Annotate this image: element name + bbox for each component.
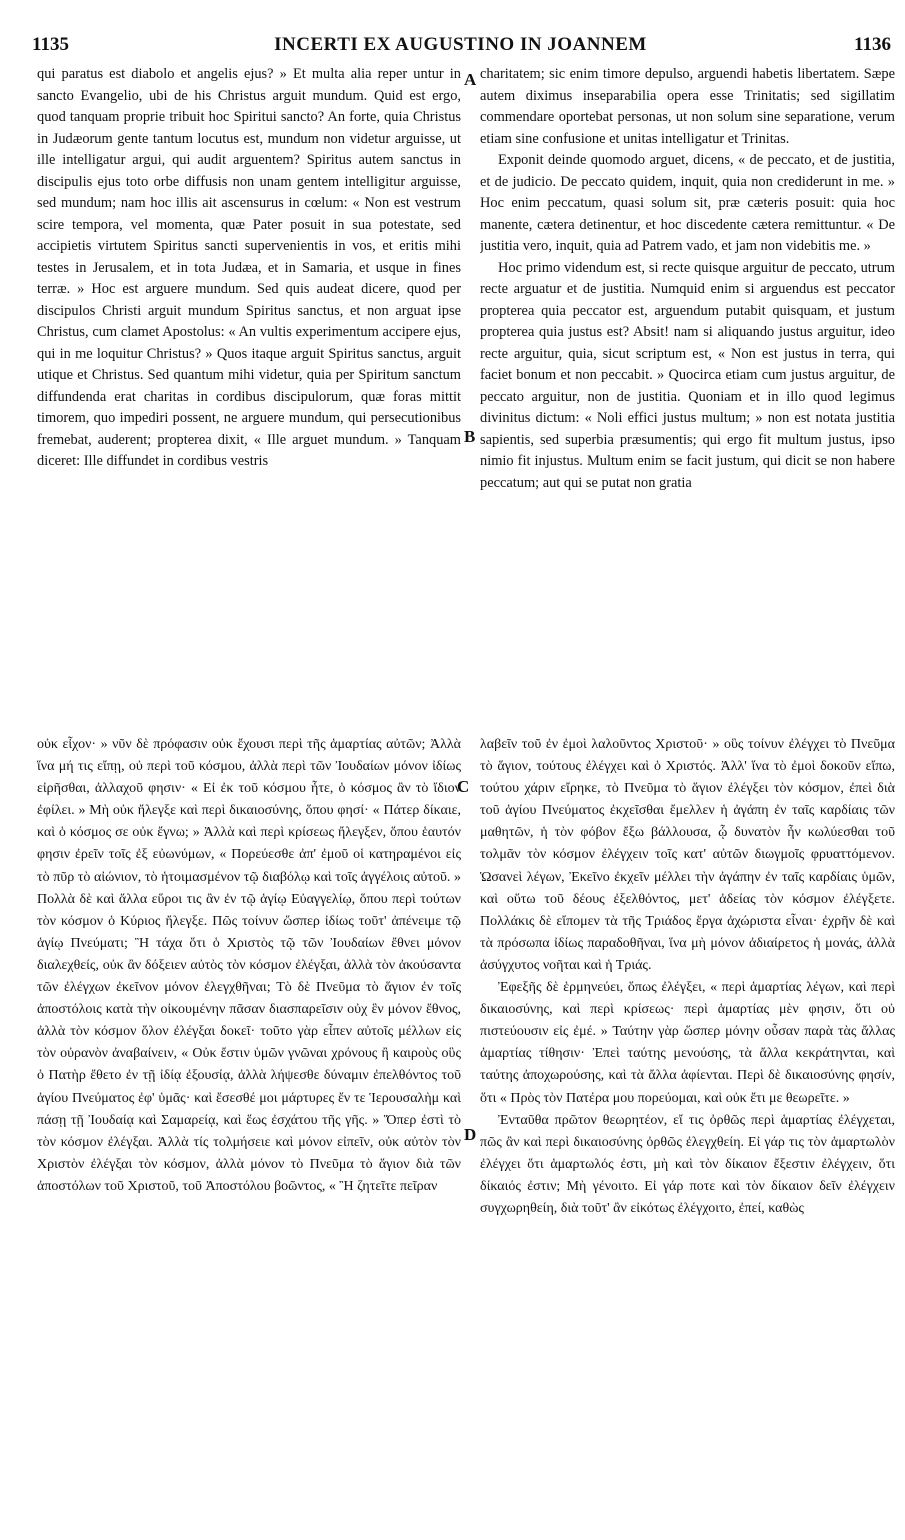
greek-left-column [37,734,461,1534]
left-page-number: 1135 [32,34,69,55]
latin-paragraph: Hoc primo videndum est, si recte quisque arguitur de peccato, utrum recte arguatur et de justitia. Numquid enim si arguendus est peccator propterea quia peccator est, arguendum putabit quisquam, et justum propterea quia justus est? Absit! nam si aliquando justus arguitur, ideo recte arguitur, quia, sicut scriptum est, « Non est justus in terra, qui faciet bonum et non peccabit. » Quocirca etiam cum justus arguitur, de peccato arguitur, non de justitia. Quoniam et in illo quod legimus divinitus dictum: « Noli effici justus multum; » non est notata justitia sapientis, sed superbia præsumentis; qui ergo fit multum justus, ipso nimio fit injustus. Multum enim se facit justum, qui dicit se non habere peccatum; aut qui se putat non gratia [480,259,895,491]
greek-paragraph: Ἐνταῦθα πρῶτον θεωρητέον, εἴ τις ὀρθῶς περὶ ἁμαρτίας ἐλέγχεται, πῶς ἂν καὶ περὶ δικαιοσύνης ὀρθῶς ἐλεγχθείη. Εἰ γάρ τις τὸν ἁμαρτωλὸν ἐλέγχει ὅτι ἁμαρτωλός ἐστι, μὴ καὶ τὸν δίκαιον ἔξεστιν ἐλέγχειν, ὅτι δίκαιός ἐστιν; Μὴ γένοιτο. Εἰ γάρ ποτε καὶ τὸν δίκαιον δεῖν ἐλέγχειν συγχωρηθείη, διὰ τοῦτ' ἂν εἰκότως ἐλέγχοιτο, ἐπεί, καθὼς [480,1112,895,1216]
margin-marker-c: C [457,777,470,796]
margin-marker-a: A [464,70,477,89]
margin-marker-b: B [464,427,476,446]
latin-paragraph: qui paratus est diabolo et angelis ejus? » Et multa alia reper untur in sancto Evangelio, ubi de his Christus arguit mundum. Quid est ergo, quod tanquam proprie tribuit hoc Spiritui sancto? An forte, quia Christus in Judæorum gente tantum locutus est, mundum non videtur arguisse, ut ille intelligatur argui, qui audit arguentem? Spiritus autem sanctus in discipulis ejus toto orbe diffusis non unam gentem intelligitur arguisse, sed mundum; nam hoc illis ait ascensurus in cœlum: « Non est vestrum scire tempora, vel momenta, quæ Pater posuit in sua potestate, sed accipietis virtutem Spiritus sancti supervenientis in vos, et eritis mihi testes in Jerusalem, et in tota Judæa, et in Samaria, et usque in fines terræ. » Hoc est arguere mundum. Sed quis audeat dicere, quod per discipulos Christi arguit mundum Spiritus sanctus, et non arguat ipse Christus, cum clamet Apostolus: « An vultis experimentum accipere ejus, qui in me loquitur Christus? » Quos itaque arguit Spiritus sanctus, arguit utique et Christus. Sed quantum mihi videtur, quia per Spiritum sanctum diffundenda erat charitas in cordibus discipulorum, quæ foras mittit timorem, quo impediri possent, ne arguere mundum, qui persecutionibus fremebat, auderent; propterea dixit, « Ille arguet mundum. » Tanquam diceret: Ille diffundet in cordibus vestris [37,66,461,469]
latin-paragraph: charitatem; sic enim timore depulso, arguendi habetis libertatem. Sæpe autem diximus inseparabilia opera esse Trinitatis; sed sigillatim commendare oportebat personas, ut non solum sine separatione, verum etiam sine confusione et unitas intelligatur et Trinitas. [480,66,895,147]
greek-right-column [480,734,895,1534]
latin-paragraph: Exponit deinde quomodo arguet, dicens, « de peccato, et de justitia, et de judicio. De peccato quidem, inquit, quia non crediderunt in me. » Hoc enim peccatum, quasi solum sit, præ cæteris posuit: quia hoc manente, cætera detinentur, et hoc discedente cætera remittuntur. « De justitia vero, inquit, quia ad Patrem vado, et jam non videbitis me. » [480,152,895,254]
greek-paragraph: οὐκ εἶχον· » νῦν δὲ πρόφασιν οὐκ ἔχουσι περὶ τῆς ἁμαρτίας αὐτῶν; Ἀλλὰ ἵνα μή τις εἴπῃ, οὐ περὶ τοῦ κόσμου, ἀλλὰ περὶ τῶν Ἰουδαίων μόνον ἰδίως εἰρῆσθαι, ἀλλαχοῦ φησιν· « Εἰ ἐκ τοῦ κόσμου ἦτε, ὁ κόσμος ἂν τὸ ἴδιον ἐφίλει. » Μὴ οὐκ ἤλεγξε καὶ περὶ δικαιοσύνης, ὅπου φησί· « Πάτερ δίκαιε, καὶ ὁ κόσμος σε οὐκ ἔγνω; » Ἀλλὰ καὶ περὶ κρίσεως ἤλεγξεν, ὅπου ἑαυτόν φησιν ἐρεῖν τοῖς ἐξ εὐωνύμων, « Πορεύεσθε ἀπ' ἐμοῦ οἱ κατηραμένοι εἰς τὸ πῦρ τὸ αἰώνιον, τὸ ἡτοιμασμένον τῷ διαβόλῳ καὶ τοῖς ἀγγέλοις αὐτοῦ. » Πολλὰ δὲ καὶ ἄλλα εὕροι τις ἂν ἐν τῷ ἁγίῳ Εὐαγγελίῳ, ὅπου περὶ τούτων τὸν κόσμον ὁ Κύριος ἤλεγξε. Πῶς τοίνυν ὥσπερ ἰδίως τοῦτ' ἀπένειμε τῷ ἁγίῳ Πνεύματι; Ἢ τάχα ὅτι ὁ Χριστὸς τῷ τῶν Ἰουδαίων ἔθνει μόνον διαλεχθείς, οὐκ ἂν δόξειεν αὐτὸς τὸν κόσμον ἐλέγξαι, ἀλλὰ τὸν ἀκούσαντα τῶν ἐλέγχων ἐκεῖνον μόνον ἐλεγχθῆναι; Τὸ δὲ Πνεῦμα τὸ ἅγιον ἐν τοῖς ἀποστόλοις κατὰ τὴν οἰκουμένην πᾶσαν διασπαρεῖσιν οὐχ ἓν μόνον ἔθνος, ἀλλὰ τὸν κόσμον ὅλον ἐλέγξαι δοκεῖ· τοῦτο γὰρ εἶπεν αὐτοῖς μέλλων εἰς τὸν οὐρανὸν ἀναβαίνειν, « Οὐκ ἔστιν ὑμῶν γνῶναι χρόνους ἢ καιροὺς οὓς ὁ Πατὴρ ἔθετο ἐν τῇ ἰδίᾳ ἐξουσίᾳ, ἀλλὰ λήψεσθε δύναμιν ἐπελθόντος τοῦ ἁγίου Πνεύματος ἐφ' ὑμᾶς· καὶ ἔσεσθέ μοι μάρτυρες ἔν τε Ἱερουσαλὴμ καὶ πάσῃ τῇ Ἰουδαίᾳ καὶ Σαμαρείᾳ, καὶ ἕως ἐσχάτου τῆς γῆς. » Ὅπερ ἐστὶ τὸ τὸν κόσμον ἐλέγξαι. Ἀλλὰ τίς τολμήσειε καὶ μόνον εἰπεῖν, οὐκ αὐτὸν τὸν Χριστὸν ἐλέγξαι τὸν κόσμον, ἀλλὰ μόνον τὸ Πνεῦμα τὸ ἅγιον διὰ τῶν ἀποστόλων τοῦ Χριστοῦ, τοῦ Ἀποστόλου βοῶντος, « Ἢ ζητεῖτε πεῖραν [37,737,461,1194]
running-title: INCERTI EX AUGUSTINO IN JOANNEM [274,34,647,55]
greek-paragraph: Ἐφεξῆς δὲ ἑρμηνεύει, ὅπως ἐλέγξει, « περὶ ἁμαρτίας λέγων, καὶ περὶ δικαιοσύνης, καὶ περὶ κρίσεως· περὶ ἁμαρτίας μὲν φησιν, ὅτι οὐ πιστεύουσιν εἰς ἐμέ. » Ταύτην γὰρ ὥσπερ μόνην οὖσαν παρὰ τὰς ἄλλας ἁμαρτίας τίθησιν· Ἐπεὶ ταύτης μενούσης, τὰ ἄλλα κεκράτηνται, καὶ ταύτης ἀποχωρούσης, καὶ τὰ ἄλλα ἀφίενται. Περὶ δὲ δικαιοσύνης φησίν, ὅτι « Πρὸς τὸν Πατέρα μου πορεύομαι, καὶ οὐκ ἔτι με θεωρεῖτε. » [480,980,895,1106]
running-header [30,34,891,68]
right-page-number: 1136 [854,34,891,55]
latin-right-column [480,64,895,710]
latin-left-column [37,64,461,710]
greek-paragraph: λαβεῖν τοῦ ἐν ἐμοὶ λαλοῦντος Χριστοῦ· » οὓς τοίνυν ἐλέγχει τὸ Πνεῦμα τὸ ἅγιον, τούτους ἐλέγχει καὶ ὁ Χριστός. Ἀλλ' ἵνα τὸ ἐμοὶ δοκοῦν εἴπω, τούτου χάριν εἴρηκε, τὸ Πνεῦμα τὸ ἅγιον ἐλέγξει τὸν κόσμον, ἐπεὶ διὰ τοῦ ἁγίου Πνεύματος ἐκχεῖσθαι ἔμελλεν ἡ ἀγάπη ἐν ταῖς καρδίαις τῶν μαθητῶν, ἡ τὸν φόβον ἔξω βάλλουσα, ᾧ δυνατὸν ἦν κωλύεσθαι τοῦ τολμᾶν τὸν κόσμον ἐλέγχειν τοῖς κατ' αὐτῶν διωγμοῖς φρυαττόμενον. Ὡσανεὶ λέγων, Ἐκεῖνο ἐκχεῖν μέλλει τὴν ἀγάπην ἐν ταῖς καρδίαις ὑμῶν, καὶ οὕτω τοῦ δέους ἐξελθόντος, μετ' ἀδείας τὸν κόσμον ἐλέγξετε. Πολλάκις δὲ εἴπομεν τὰ τῆς Τριάδος ἔργα ἀχώριστα εἶναι· ἐχρῆν δὲ καὶ τὰ πρόσωπα ἰδίως παραδοθῆναι, ἵνα μὴ μόνον ἀδιαίρετος ἡ μονάς, ἀλλὰ ἀσύγχυτος νοῆται καὶ ἡ Τριάς. [480,737,895,973]
margin-marker-d: D [464,1125,477,1144]
